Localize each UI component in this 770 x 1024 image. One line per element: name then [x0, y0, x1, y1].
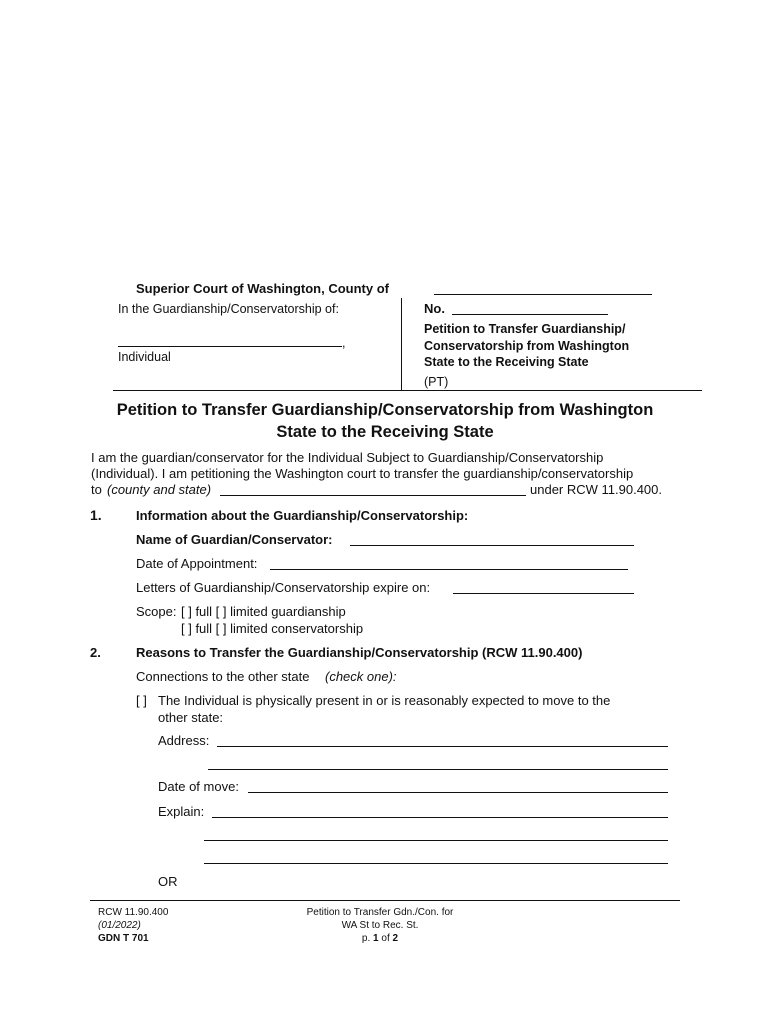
doc-title-line2: Conservatorship from Washington — [424, 339, 630, 353]
court-heading: Superior Court of Washington, County of — [136, 281, 389, 296]
intro-line2: (Individual). I am petitioning the Washington court to transfer the guardianship/conservatorship — [91, 466, 634, 481]
address-blank-1[interactable] — [217, 746, 668, 747]
page-current: 1 — [373, 933, 379, 944]
doc-title-line1: Petition to Transfer Guardianship/ — [424, 322, 626, 336]
explain-label: Explain: — [158, 804, 205, 819]
guardian-name-blank[interactable] — [350, 545, 634, 546]
footer-title-line2: WA St to Rec. St. — [341, 920, 419, 931]
letters-expire-label: Letters of Guardianship/Conservatorship expire on: — [136, 580, 431, 595]
county-blank[interactable] — [434, 294, 652, 295]
comma: , — [342, 336, 346, 350]
footer-page-number — [280, 932, 480, 945]
option1-checkbox[interactable]: [ ] — [136, 693, 147, 708]
intro-line3-prefix: to — [91, 482, 102, 497]
connections-label: Connections to the other state — [136, 669, 310, 684]
or-label: OR — [158, 874, 178, 889]
option1-text-line2: other state: — [158, 710, 224, 725]
section1-number: 1. — [90, 507, 102, 523]
in-the-matter-label: In the Guardianship/Conservatorship of: — [118, 302, 339, 316]
explain-blank-3[interactable] — [204, 863, 668, 864]
caption-divider — [401, 298, 402, 390]
footer-title-line1: Petition to Transfer Gdn./Con. for — [306, 907, 454, 918]
page-of: of — [381, 933, 390, 944]
section2-heading: Reasons to Transfer the Guardianship/Conservatorship (RCW 11.90.400) — [136, 645, 583, 660]
letters-expire-blank[interactable] — [453, 593, 634, 594]
footer-date: (01/2022) — [98, 920, 141, 931]
address-blank-2[interactable] — [208, 769, 668, 770]
guardian-name-label: Name of Guardian/Conservator: — [136, 532, 333, 547]
intro-line3-suffix: under RCW 11.90.400. — [530, 482, 662, 497]
address-label: Address: — [158, 733, 210, 748]
footer-form-code: GDN T 701 — [98, 933, 149, 944]
doc-code: (PT) — [424, 375, 449, 389]
page-prefix: p. — [361, 933, 371, 944]
appointment-date-blank[interactable] — [270, 569, 628, 570]
case-no-label: No. — [424, 301, 445, 316]
caption-bottom-rule — [113, 390, 702, 391]
individual-name-blank[interactable] — [118, 346, 342, 347]
scope-conservatorship-options[interactable]: [ ] full [ ] limited conservatorship — [181, 621, 364, 636]
main-title-line2: State to the Receiving State — [276, 423, 494, 441]
scope-label: Scope: — [136, 604, 177, 619]
scope-guardianship-options[interactable]: [ ] full [ ] limited guardianship — [181, 604, 346, 619]
main-title-line1: Petition to Transfer Guardianship/Conservatorship from Washington — [116, 401, 654, 419]
footer-rcw: RCW 11.90.400 — [98, 907, 169, 918]
case-no-blank[interactable] — [452, 314, 608, 315]
option1-text-line1: The Individual is physically present in or is reasonably expected to move to the — [158, 693, 611, 708]
page-total: 2 — [392, 933, 399, 944]
explain-blank-2[interactable] — [204, 840, 668, 841]
explain-blank-1[interactable] — [212, 817, 668, 818]
appointment-date-label: Date of Appointment: — [136, 556, 258, 571]
check-one-label: (check one): — [325, 669, 397, 684]
date-of-move-label: Date of move: — [158, 779, 239, 794]
section1-heading: Information about the Guardianship/Conservatorship: — [136, 508, 469, 523]
intro-county-state-label: (county and state) — [107, 482, 212, 497]
doc-title-line3: State to the Receiving State — [424, 355, 589, 369]
individual-label: Individual — [118, 350, 171, 364]
county-state-blank[interactable] — [220, 495, 526, 496]
section2-number: 2. — [90, 645, 101, 660]
date-of-move-blank[interactable] — [248, 792, 668, 793]
footer-rule — [90, 900, 680, 901]
intro-line1: I am the guardian/conservator for the Individual Subject to Guardianship/Conservatorship — [91, 450, 604, 465]
